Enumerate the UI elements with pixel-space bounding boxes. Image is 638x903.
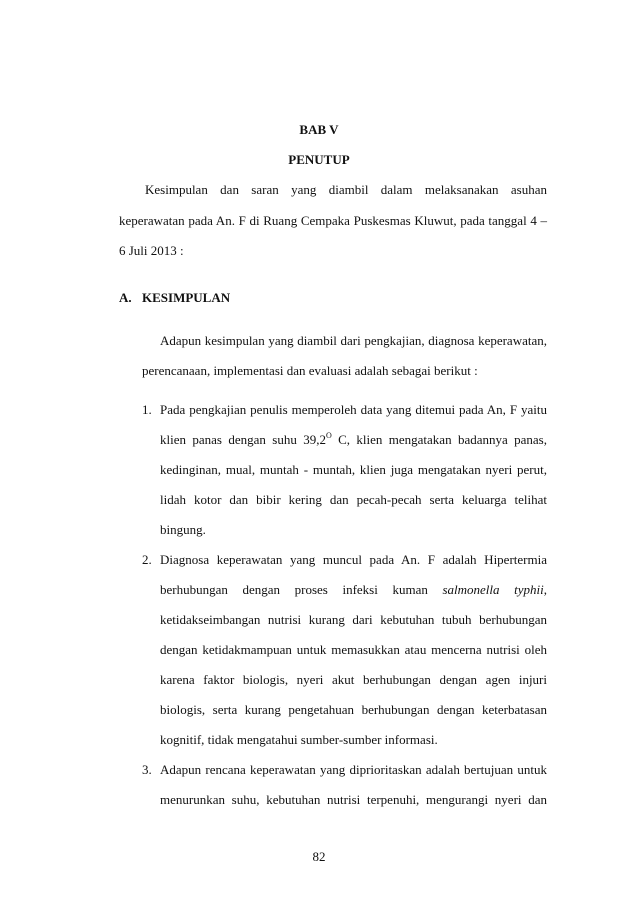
list-item-1-line-1: Pada pengkajian penulis memperoleh data yang ditemui pada An, F yaitu <box>160 402 547 417</box>
intro-line-2: keperawatan pada An. F di Ruang Cempaka Puskesmas Kluwut, pada tanggal 4 – <box>119 213 547 228</box>
list-item-2-line-4: dengan ketidakmampuan untuk memasukkan atau mencerna nutrisi oleh <box>160 642 547 657</box>
page-number: 82 <box>312 849 326 864</box>
chapter-label: BAB V <box>299 122 339 137</box>
list-item-1-number: 1. <box>142 402 152 417</box>
temperature-text: klien panas dengan suhu 39,2 <box>160 432 326 447</box>
bacteria-name: salmonella typhii <box>442 582 544 597</box>
list-item-3-number: 3. <box>142 762 152 777</box>
intro-line-3: 6 Juli 2013 : <box>119 243 184 258</box>
list-item-1-line-2 <box>160 432 547 448</box>
list-item-2-line-5: karena faktor biologis, nyeri akut berhubungan dengan agen injuri <box>160 672 547 687</box>
list-item-1-line-3: kedinginan, mual, muntah - muntah, klien juga mengatakan nyeri perut, <box>160 462 547 477</box>
degree-symbol: O <box>325 431 332 440</box>
section-a-letter: A. <box>119 290 132 305</box>
intro-line-1: Kesimpulan dan saran yang diambil dalam melaksanakan asuhan <box>145 182 547 197</box>
list-item-2-line-7: kognitif, tidak mengatahui sumber-sumber informasi. <box>160 732 438 747</box>
list-item-2-line-2-text: berhubungan dengan proses infeksi kuman <box>160 582 443 597</box>
section-a-title: KESIMPULAN <box>142 290 231 305</box>
list-item-3-line-2: menurunkan suhu, kebutuhan nutrisi terpenuhi, mengurangi nyeri dan <box>160 792 547 807</box>
chapter-title: PENUTUP <box>288 152 350 167</box>
list-item-2-number: 2. <box>142 552 152 567</box>
list-item-1-line-4: lidah kotor dan bibir kering dan pecah-pecah serta keluarga telihat <box>160 492 547 507</box>
section-a-line-2: perencanaan, implementasi dan evaluasi adalah sebagai berikut : <box>142 363 478 378</box>
list-item-3-line-1: Adapun rencana keperawatan yang diprioritaskan adalah bertujuan untuk <box>160 762 547 777</box>
temperature-text-tail: C, klien mengatakan badannya panas, <box>331 432 547 447</box>
section-a-line-1: Adapun kesimpulan yang diambil dari pengkajian, diagnosa keperawatan, <box>160 333 547 348</box>
list-item-2-line-3: ketidakseimbangan nutrisi kurang dari kebutuhan tubuh berhubungan <box>160 612 547 627</box>
list-item-2-line-6: biologis, serta kurang pengetahuan berhubungan dengan keterbatasan <box>160 702 547 717</box>
bacteria-name-comma: , <box>543 582 547 597</box>
list-item-2-line-1: Diagnosa keperawatan yang muncul pada An. F adalah Hipertermia <box>160 552 547 567</box>
list-item-1-line-5: bingung. <box>160 522 206 537</box>
list-item-2-line-2 <box>160 582 547 598</box>
